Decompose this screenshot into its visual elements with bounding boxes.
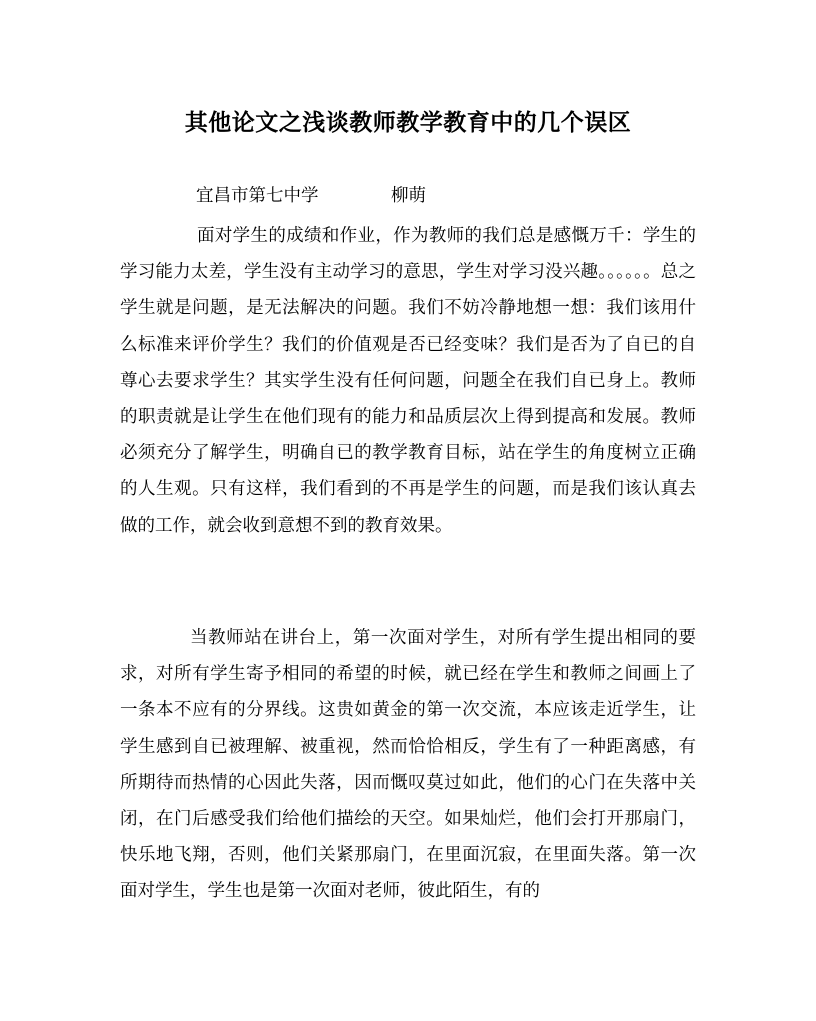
- paragraph-1: 面对学生的成绩和作业，作为教师的我们总是感慨万千：学生的学习能力太差，学生没有主动学习的意思，学生对学习没兴趣。。。。。。总之学生就是问题，是无法解决的问题。我们不妨冷静地想一想：我们该用什么标准来评价学生？我们的价值观是否已经变味？我们是否为了自已的自尊心去要求学生？其实学生没有任何问题，问题全在我们自已身上。教师的职责就是让学生在他们现有的能力和品质层次上得到提高和发展。教师必须充分了解学生，明确自已的教学教育目标，站在学生的角度树立正确的人生观。只有这样，我们看到的不再是学生的问题，而是我们该认真去做的工作，就会收到意想不到的教育效果。: [120, 226, 696, 536]
- document-title: 其他论文之浅谈教师教学教育中的几个误区: [184, 109, 632, 136]
- author-school: 宜昌市第七中学: [196, 186, 319, 206]
- author-name: 柳萌: [391, 186, 426, 206]
- byline: [196, 183, 426, 209]
- paragraph-2: 当教师站在讲台上，第一次面对学生，对所有学生提出相同的要求，对所有学生寄予相同的希望的时候，就已经在学生和教师之间画上了一条本不应有的分界线。这贵如黄金的第一次交流，本应该走近学生，让学生感到自已被理解、被重视，然而恰恰相反，学生有了一种距离感，有所期待而热情的心因此失落，因而慨叹莫过如此，他们的心门在失落中关闭，在门后感受我们给他们描绘的天空。如果灿烂，他们会打开那扇门，快乐地飞翔，否则，他们关紧那扇门，在里面沉寂，在里面失落。第一次面对学生，学生也是第一次面对老师，彼此陌生，有的: [120, 628, 696, 902]
